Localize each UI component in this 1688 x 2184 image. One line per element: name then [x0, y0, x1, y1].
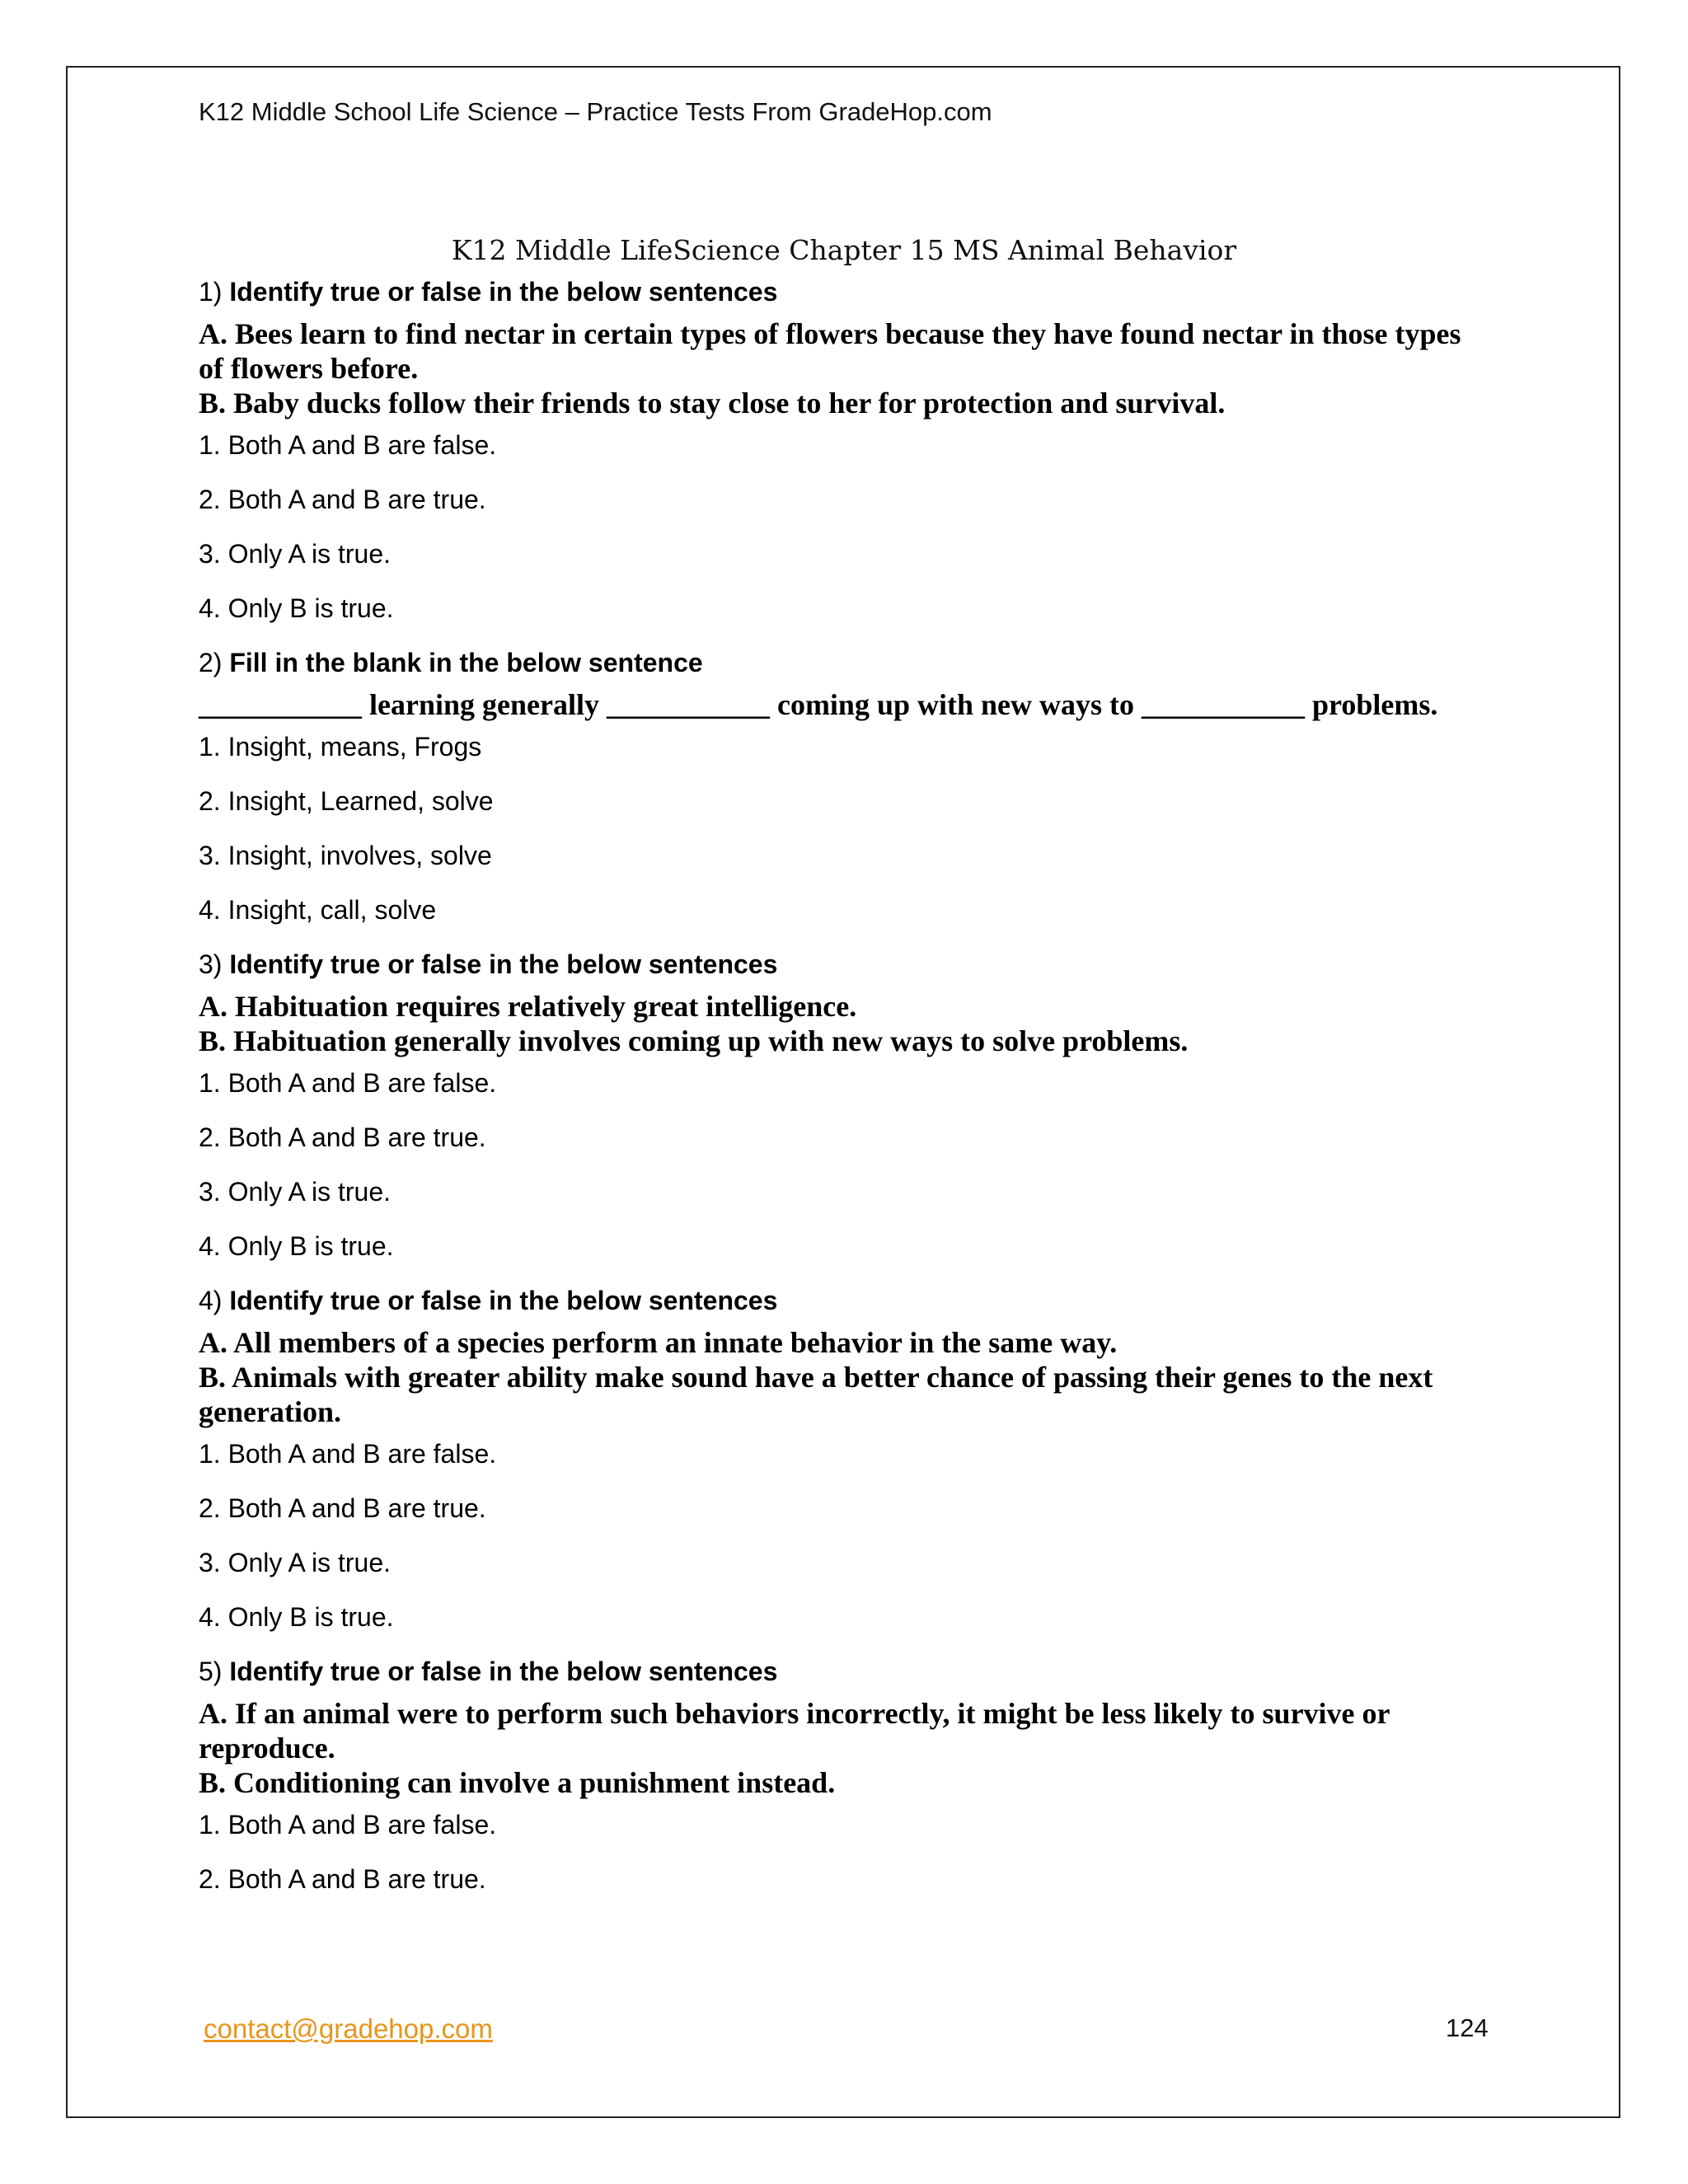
contact-email-link[interactable]: contact@gradehop.com	[204, 2013, 493, 2044]
statement-a: A. Habituation requires relatively great intelligence.	[199, 990, 857, 1023]
answer-option[interactable]: 2. Insight, Learned, solve	[199, 786, 494, 816]
answer-option[interactable]: 1. Both A and B are false.	[199, 1810, 497, 1840]
answer-option[interactable]: 3. Only A is true.	[199, 1177, 391, 1207]
question-statements	[199, 1696, 1484, 1800]
question-statements	[199, 1325, 1484, 1429]
question-label: Fill in the blank in the below sentence	[229, 648, 703, 677]
answer-option[interactable]: 3. Only A is true.	[199, 1548, 391, 1577]
question-label: Identify true or false in the below sentences	[229, 277, 778, 307]
questions-list	[199, 275, 1484, 1917]
statement-a: A. All members of a species perform an innate behavior in the same way.	[199, 1326, 1118, 1359]
answer-option[interactable]: 3. Insight, involves, solve	[199, 841, 492, 870]
question-number: 5)	[199, 1657, 223, 1686]
statement-b: B. Animals with greater ability make sound have a better chance of passing their genes to the next generation.	[199, 1361, 1433, 1428]
answer-option[interactable]: 4. Only B is true.	[199, 1231, 394, 1261]
fill-in-sentence: ___________ learning generally ___________ coming up with new ways to ___________ problems.	[199, 688, 1438, 721]
question-number: 1)	[199, 277, 223, 307]
answer-option[interactable]: 2. Both A and B are true.	[199, 485, 486, 514]
statement-b: B. Conditioning can involve a punishment instead.	[199, 1766, 836, 1799]
answer-option[interactable]: 1. Both A and B are false.	[199, 1439, 497, 1469]
answer-option[interactable]: 4. Only B is true.	[199, 1602, 394, 1632]
answer-option[interactable]: 2. Both A and B are true.	[199, 1122, 486, 1152]
question	[199, 948, 1484, 1263]
page-title: K12 Middle LifeScience Chapter 15 MS Animal Behavior	[451, 234, 1237, 266]
page-header: K12 Middle School Life Science – Practice Tests From GradeHop.com	[199, 97, 992, 126]
question-heading	[199, 1655, 1484, 1688]
question	[199, 646, 1484, 926]
question-heading	[199, 1284, 1484, 1317]
statement-b: B. Baby ducks follow their friends to stay close to her for protection and survival.	[199, 387, 1226, 419]
answer-option[interactable]: 2. Both A and B are true.	[199, 1493, 486, 1523]
page-number: 124	[1446, 2013, 1489, 2042]
question	[199, 275, 1484, 625]
question-statements	[199, 316, 1484, 420]
question-label: Identify true or false in the below sentences	[229, 1657, 778, 1686]
question-heading	[199, 275, 1484, 308]
answer-option[interactable]: 1. Both A and B are false.	[199, 1068, 497, 1098]
statement-a: A. If an animal were to perform such behaviors incorrectly, it might be less likely to survive or reproduce.	[199, 1697, 1390, 1765]
question-statements	[199, 989, 1484, 1058]
question-label: Identify true or false in the below sentences	[229, 1286, 778, 1315]
question-number: 2)	[199, 648, 223, 677]
question-number: 3)	[199, 949, 223, 979]
answer-option[interactable]: 1. Both A and B are false.	[199, 430, 497, 460]
answer-option[interactable]: 2. Both A and B are true.	[199, 1864, 486, 1894]
question-heading	[199, 646, 1484, 679]
question-statements	[199, 687, 1484, 722]
question-number: 4)	[199, 1286, 223, 1315]
answer-option[interactable]: 3. Only A is true.	[199, 539, 391, 569]
statement-b: B. Habituation generally involves coming up with new ways to solve problems.	[199, 1024, 1189, 1057]
question-heading	[199, 948, 1484, 981]
statement-a: A. Bees learn to find nectar in certain types of flowers because they have found nectar in those types of flowers before.	[199, 317, 1461, 385]
question	[199, 1655, 1484, 1896]
answer-option[interactable]: 1. Insight, means, Frogs	[199, 732, 482, 762]
question	[199, 1284, 1484, 1633]
question-label: Identify true or false in the below sentences	[229, 949, 778, 979]
answer-option[interactable]: 4. Only B is true.	[199, 593, 394, 623]
answer-option[interactable]: 4. Insight, call, solve	[199, 895, 437, 925]
